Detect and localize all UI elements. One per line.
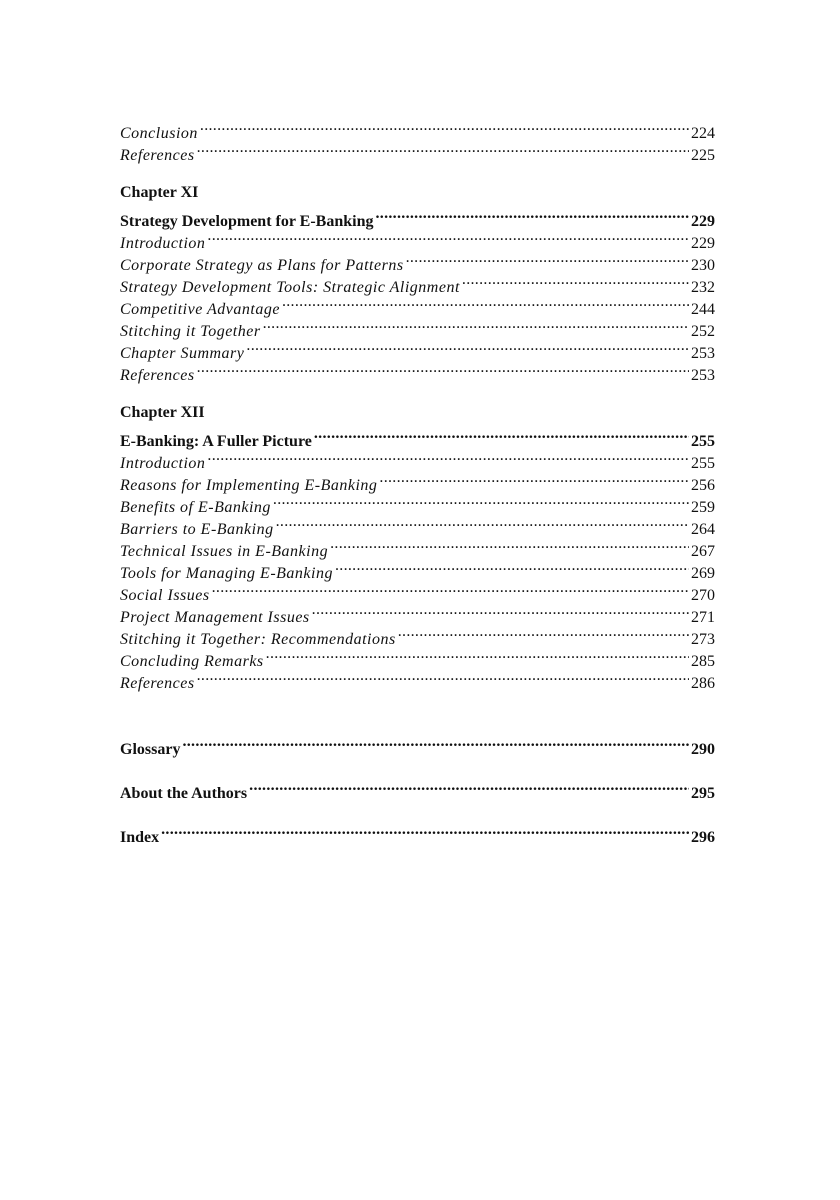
dot-leader <box>462 270 689 292</box>
toc-entry-page: 229 <box>691 235 715 252</box>
dot-leader <box>330 534 689 556</box>
toc-entry-title: Index <box>120 829 160 846</box>
dot-leader <box>249 776 689 798</box>
dot-leader <box>161 820 689 842</box>
chapter-title-entry[interactable] <box>120 424 715 450</box>
toc-entry-title: References <box>120 147 195 164</box>
dot-leader <box>207 226 689 248</box>
toc-entry-references[interactable] <box>120 138 715 164</box>
toc-entry-title: Social Issues <box>120 587 210 604</box>
toc-entry-title: Chapter Summary <box>120 345 245 362</box>
dot-leader <box>266 644 689 666</box>
dot-leader <box>263 314 689 336</box>
dot-leader <box>282 292 689 314</box>
toc-entry-title: Stitching it Together: Recommendations <box>120 631 396 648</box>
toc-entry-page: 296 <box>691 829 715 846</box>
dot-leader <box>200 116 689 138</box>
chapter-page: 229 <box>691 213 715 230</box>
spacer <box>120 754 715 776</box>
toc-entry-page: 256 <box>691 477 715 494</box>
toc-entry-page: 253 <box>691 367 715 384</box>
toc-entry[interactable] <box>120 666 715 692</box>
toc-entry-title: Tools for Managing E-Banking <box>120 565 333 582</box>
toc-entry-title: Concluding Remarks <box>120 653 264 670</box>
toc-entry-title: About the Authors <box>120 785 248 802</box>
dot-leader <box>335 556 689 578</box>
spacer <box>120 380 715 402</box>
spacer <box>120 160 715 182</box>
toc-entry-page: 252 <box>691 323 715 340</box>
toc-entry-page: 295 <box>691 785 715 802</box>
dot-leader <box>207 446 689 468</box>
toc-entry-page: 225 <box>691 147 715 164</box>
toc-entry-page: 244 <box>691 301 715 318</box>
toc-entry-title: Reasons for Implementing E-Banking <box>120 477 378 494</box>
toc-entry-title: Introduction <box>120 455 206 472</box>
toc-entry-index[interactable] <box>120 820 715 846</box>
toc-entry-glossary[interactable] <box>120 732 715 758</box>
toc-entry-page: 230 <box>691 257 715 274</box>
dot-leader <box>197 138 689 160</box>
toc-entry[interactable] <box>120 468 715 494</box>
toc-entry[interactable] <box>120 446 715 472</box>
toc-entry-title: Project Management Issues <box>120 609 310 626</box>
dot-leader <box>212 578 689 600</box>
toc-entry-page: 255 <box>691 455 715 472</box>
toc-entry-page: 286 <box>691 675 715 692</box>
chapter-label: Chapter XI <box>120 184 199 201</box>
dot-leader <box>379 468 689 490</box>
toc-entry-page: 224 <box>691 125 715 142</box>
toc-entry-title: Barriers to E-Banking <box>120 521 274 538</box>
toc-entry-page: 253 <box>691 345 715 362</box>
toc-entry-title: Competitive Advantage <box>120 301 280 318</box>
toc-entry-title: Corporate Strategy as Plans for Patterns <box>120 257 404 274</box>
toc-entry-title: Conclusion <box>120 125 198 142</box>
toc-entry[interactable] <box>120 226 715 252</box>
toc-entry[interactable] <box>120 358 715 384</box>
toc-entry-title: Technical Issues in E-Banking <box>120 543 329 560</box>
dot-leader <box>375 204 689 226</box>
toc-entry-page: 273 <box>691 631 715 648</box>
toc-entry-page: 269 <box>691 565 715 582</box>
toc-entry-title: Stitching it Together <box>120 323 261 340</box>
chapter-page: 255 <box>691 433 715 450</box>
toc-entry-page: 267 <box>691 543 715 560</box>
toc-entry-title: Benefits of E-Banking <box>120 499 271 516</box>
toc-entry-title: Strategy Development Tools: Strategic Alignment <box>120 279 460 296</box>
toc-entry-page: 285 <box>691 653 715 670</box>
dot-leader <box>197 358 689 380</box>
dot-leader <box>246 336 689 358</box>
dot-leader <box>406 248 689 270</box>
toc-entry[interactable] <box>120 248 715 274</box>
toc-entry-title: References <box>120 367 195 384</box>
chapter-title-entry[interactable] <box>120 204 715 230</box>
dot-leader <box>312 600 689 622</box>
dot-leader <box>273 490 689 512</box>
dot-leader <box>398 622 689 644</box>
toc-entry-page: 271 <box>691 609 715 626</box>
spacer <box>120 688 715 732</box>
chapter-label: Chapter XII <box>120 404 205 421</box>
toc-entry-conclusion[interactable] <box>120 116 715 142</box>
dot-leader <box>197 666 689 688</box>
toc-entry-title: Glossary <box>120 741 181 758</box>
chapter-title: Strategy Development for E-Banking <box>120 213 374 230</box>
toc-entry-page: 290 <box>691 741 715 758</box>
dot-leader <box>276 512 689 534</box>
toc-entry-page: 270 <box>691 587 715 604</box>
toc-entry-page: 259 <box>691 499 715 516</box>
dot-leader <box>182 732 689 754</box>
toc-entry-page: 264 <box>691 521 715 538</box>
toc-entry-title: Introduction <box>120 235 206 252</box>
toc-entry-title: References <box>120 675 195 692</box>
table-of-contents <box>120 116 715 846</box>
chapter-title: E-Banking: A Fuller Picture <box>120 433 312 450</box>
toc-entry-page: 232 <box>691 279 715 296</box>
dot-leader <box>314 424 689 446</box>
toc-entry-about-the-authors[interactable] <box>120 776 715 802</box>
